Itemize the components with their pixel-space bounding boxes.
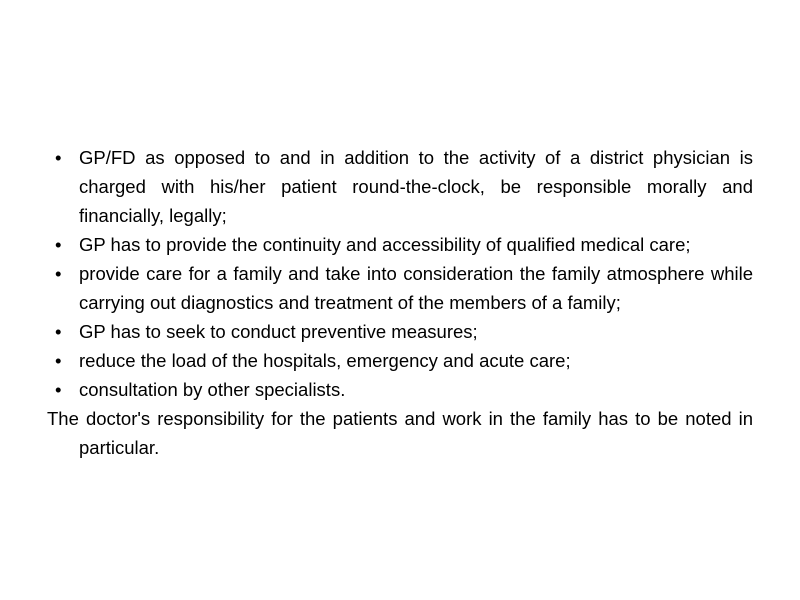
bullet-item bbox=[47, 317, 753, 346]
bullet-text: reduce the load of the hospitals, emergency and acute care; bbox=[79, 350, 571, 371]
bullet-text: GP has to provide the continuity and accessibility of qualified medical care; bbox=[79, 234, 691, 255]
bullet-text: consultation by other specialists. bbox=[79, 379, 346, 400]
closing-paragraph: The doctor's responsibility for the patients and work in the family has to be noted in particular. bbox=[47, 408, 753, 458]
bullet-item bbox=[47, 346, 753, 375]
bullet-text: GP has to seek to conduct preventive measures; bbox=[79, 321, 478, 342]
bullet-text: provide care for a family and take into consideration the family atmosphere while carrying out diagnostics and treatment of the members of a family; bbox=[79, 263, 753, 313]
bullet-dot-icon: • bbox=[55, 147, 62, 168]
bullet-item bbox=[47, 143, 753, 230]
bullet-item bbox=[47, 375, 753, 404]
bullet-dot-icon: • bbox=[55, 350, 62, 371]
bullet-dot-icon: • bbox=[55, 234, 62, 255]
bullet-dot-icon: • bbox=[55, 321, 62, 342]
bullet-dot-icon: • bbox=[55, 379, 62, 400]
slide-body bbox=[47, 143, 753, 462]
bullet-item bbox=[47, 230, 753, 259]
bullet-text: GP/FD as opposed to and in addition to the activity of a district physician is charged with his/her patient round-the-clock, be responsible morally and financially, legally; bbox=[79, 147, 753, 226]
bullet-item bbox=[47, 259, 753, 317]
bullet-list bbox=[47, 143, 753, 404]
bullet-dot-icon: • bbox=[55, 263, 62, 284]
